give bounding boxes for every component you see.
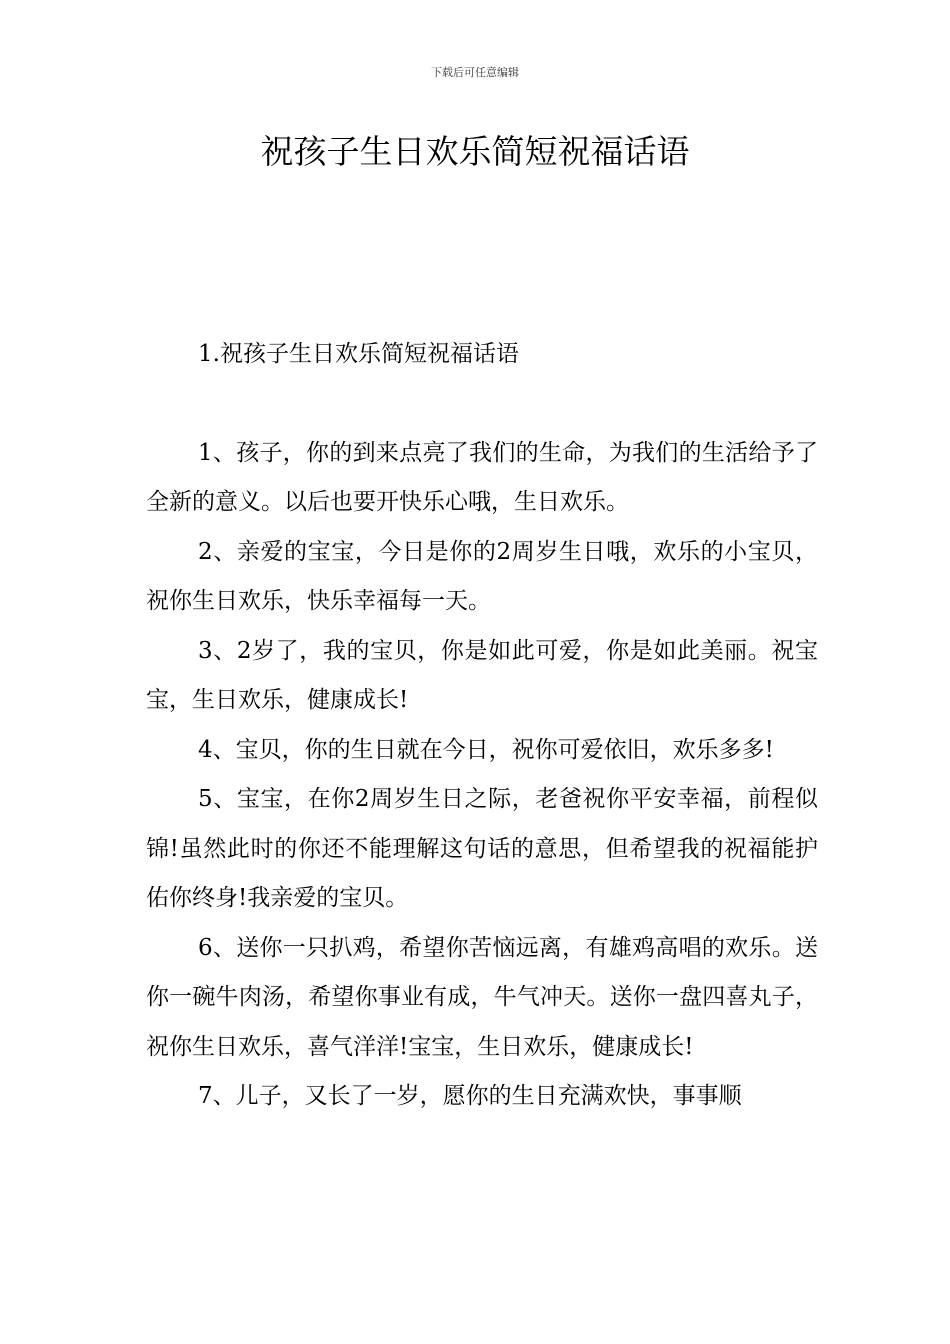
document-body: [146, 330, 818, 1122]
paragraph-7: 7、儿子，又长了一岁，愿你的生日充满欢快，事事顺: [198, 1083, 742, 1109]
header-note: 下载后可任意编辑: [431, 66, 519, 79]
paragraph-3: 3、2岁了，我的宝贝，你是如此可爱，你是如此美丽。祝宝宝，生日欢乐，健康成长!: [146, 637, 818, 713]
paragraph-1: 1、孩子，你的到来点亮了我们的生命，为我们的生活给予了全新的意义。以后也要开快乐心哦，生日欢乐。: [146, 439, 818, 515]
paragraph-5: 5、宝宝，在你2周岁生日之际，老爸祝你平安幸福，前程似锦!虽然此时的你还不能理解这句话的意思，但希望我的祝福能护佑你终身!我亲爱的宝贝。: [146, 786, 818, 911]
paragraph-4: 4、宝贝，你的生日就在今日，祝你可爱依旧，欢乐多多!: [198, 736, 774, 763]
paragraph-6: 6、送你一只扒鸡，希望你苦恼远离，有雄鸡高唱的欢乐。送你一碗牛肉汤，希望你事业有成，牛气冲天。送你一盘四喜丸子，祝你生日欢乐，喜气洋洋!宝宝，生日欢乐，健康成长!: [146, 934, 818, 1060]
section-heading: 1.祝孩子生日欢乐简短祝福话语: [198, 341, 519, 367]
page-title: 祝孩子生日欢乐简短祝福话语: [260, 132, 690, 171]
paragraph-2: 2、亲爱的宝宝，今日是你的2周岁生日哦，欢乐的小宝贝，祝你生日欢乐，快乐幸福每一天。: [146, 538, 818, 614]
